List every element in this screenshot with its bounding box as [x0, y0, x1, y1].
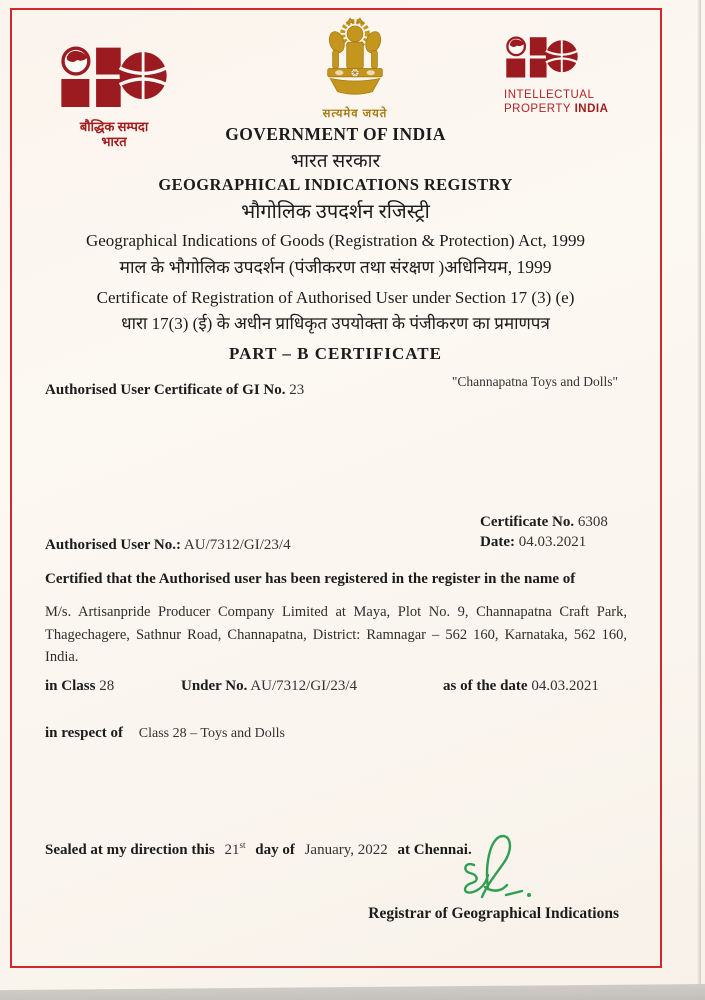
certified-statement: Certified that the Authorised user has been registered in the register in the name of — [45, 571, 576, 587]
ip-right-caption-india: INDIA — [574, 103, 609, 115]
certificate-number-line — [480, 513, 608, 533]
authorised-user-line — [45, 537, 291, 554]
emblem-of-india-icon — [305, 14, 405, 100]
certificate-number-block — [480, 513, 608, 552]
gi-number-line — [45, 382, 304, 399]
scan-page-edge-bottom — [0, 984, 705, 1000]
certificate-number-value: 6308 — [577, 514, 608, 530]
registrant-address: M/s. Artisanpride Producer Company Limited at Maya, Plot No. 9, Channapatna Craft Park, Thagechagere, Sathnur Road, Channapatna, District: Ramnagar – 562 160, Karnataka, 562 160, India. — [45, 604, 627, 665]
certificate-date-value: 04.03.2021 — [518, 533, 587, 550]
seal-date: January, 2022 — [304, 842, 388, 858]
under-no-segment: Under No. AU/7312/GI/23/4 — [181, 678, 358, 694]
sealed-text-1: Sealed at my direction this — [45, 842, 215, 858]
gi-name: "Channapatna Toys and Dolls" — [451, 374, 618, 389]
registrar-signature-icon — [452, 831, 544, 911]
ip-india-logo-icon — [504, 36, 580, 81]
sealed-text-2: day of — [255, 842, 295, 858]
title-gi-registry-en: GEOGRAPHICAL INDICATIONS REGISTRY — [158, 175, 513, 194]
ip-india-logo-right — [504, 36, 624, 116]
respect-line — [45, 725, 285, 742]
respect-value: Class 28 – Toys and Dolls — [138, 726, 285, 741]
registrar-title: Registrar of Geographical Indications — [368, 905, 619, 922]
title-bharat-sarkar: भारत सरकार — [290, 151, 381, 172]
act-title-hi: माल के भौगोलिक उपदर्शन (पंजीकरण तथा संरक्षण )अधिनियम, 1999 — [119, 257, 552, 277]
certificate-section-en: Certificate of Registration of Authorised User under Section 17 (3) (e) — [96, 288, 575, 307]
ip-right-caption-line2: PROPERTY INDIA — [504, 103, 609, 115]
act-title-en: Geographical Indications of Goods (Registration & Protection) Act, 1999 — [85, 231, 586, 250]
ip-right-caption-line1: INTELLECTUAL — [504, 89, 595, 101]
scan-page-edge-right — [697, 0, 701, 992]
certificate-date-line — [480, 533, 608, 553]
as-of-date-segment: as of the date 04.03.2021 — [443, 678, 599, 694]
authorised-user-label: Authorised User No.: — [45, 537, 181, 553]
seal-day: 21st — [224, 840, 246, 858]
certificate-number-label: Certificate No. — [480, 514, 575, 530]
ip-india-logo-icon — [58, 46, 170, 112]
class-line — [45, 678, 630, 698]
sealed-line — [45, 840, 472, 859]
title-gi-registry-hi: भौगोलिक उपदर्शन रजिस्ट्री — [241, 201, 430, 223]
emblem-motto: सत्यमेव जयते — [322, 108, 388, 120]
certificate-section-hi: धारा 17(3) (ई) के अधीन प्राधिकृत उपयोक्ता के पंजीकरण का प्रमाणपत्र — [121, 314, 550, 333]
ip-right-caption — [504, 88, 624, 116]
title-government-of-india: GOVERNMENT OF INDIA — [225, 124, 446, 144]
ip-left-caption-line2: भारत — [101, 134, 127, 149]
ip-left-caption-line1: बौद्धिक सम्पदा — [79, 119, 149, 134]
part-b-title: PART – B CERTIFICATE — [229, 344, 442, 363]
sealed-text-3: at Chennai. — [397, 842, 472, 858]
gi-number-value: 23 — [289, 382, 305, 398]
respect-label: in respect of — [45, 725, 124, 741]
gi-number-label: Authorised User Certificate of GI No. — [45, 382, 286, 398]
class-segment: in Class 28 — [45, 678, 115, 694]
certificate-date-label: Date: — [480, 533, 515, 550]
national-emblem — [295, 14, 415, 121]
authorised-user-value: AU/7312/GI/23/4 — [183, 537, 291, 553]
